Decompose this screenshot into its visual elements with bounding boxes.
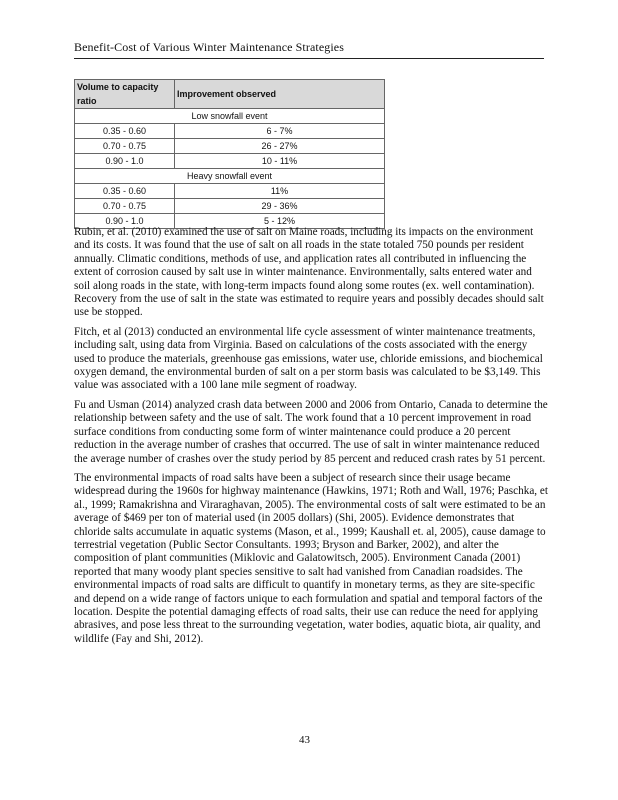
paragraph-rubin-2010: Rubin, et al. (2010) examined the use of salt on Maine roads, including its impacts on the environment and its costs. It was found that the use of salt on all roads in the state totaled 750 pounds per resident annually. Climatic conditions, methods of use, and application rates all contributed in influencing the extent of corrosion caused by salt use in winter maintenance. Environmentally, salts entered water and soil along roads in the state, with long-term impacts found along some routes (ex. well contamination). Recovery from the use of salt in the state was estimated to require years and possibly decades should salt use be stopped.	[74, 226, 544, 319]
section-label-heavy-snowfall: Heavy snowfall event	[75, 169, 385, 184]
table-section-row	[75, 169, 385, 184]
table-row	[75, 184, 385, 199]
improvement-cell: 26 - 27%	[175, 139, 385, 154]
volume-cell: 0.35 - 0.60	[75, 124, 175, 139]
page-number: 43	[299, 734, 310, 746]
volume-cell: 0.90 - 1.0	[75, 154, 175, 169]
paragraph-environmental-impacts: The environmental impacts of road salts have been a subject of research since their usage became widespread during the 1960s for highway maintenance (Hawkins, 1971; Roth and Wall, 1976; Paschka, et al., 1999; Ramakrishna and Viraraghavan, 2005). The environmental costs of salt were estimated to be an average of $469 per ton of material used (in 2005 dollars) (Shi, 2005). Evidence demonstrates that chloride salts accumulate in aquatic systems (Mason, et al., 1999; Kaushall et. al, 2005), cause damage to terrestrial vegetation (Public Sector Consultants. 1993; Bryson and Barker, 2002), and alter the composition of plant communities (Miklovic and Galatowitsch, 2005). Environment Canada (2001) reported that many woody plant species sensitive to salt had vanished from Canadian roadsides. The environmental impacts of road salts are difficult to quantify in monetary terms, as they are site-specific and depend on a wide range of factors unique to each formulation and spatial and temporal factors of the location. Despite the potential damaging effects of road salts, their use can reduce the need for applying abrasives, and pose less threat to the surrounding vegetation, water bodies, aquatic biota, air quality, and wildlife (Fay and Shi, 2012).	[74, 471, 548, 645]
paragraph-fu-usman-2014: Fu and Usman (2014) analyzed crash data between 2000 and 2006 from Ontario, Canada to determine the relationship between safety and the use of salt. The work found that a 10 percent improvement in road surface conditions from conducting some form of winter maintenance could produce a 20 percent reduction in the average number of crashes that occurred. The use of salt in winter maintenance reduced the average number of crashes over the study period by 85 percent and reduced crash rates by 51 percent.	[74, 398, 548, 465]
volume-cell: 0.35 - 0.60	[75, 184, 175, 199]
improvement-cell: 29 - 36%	[175, 199, 385, 214]
running-header: Benefit-Cost of Various Winter Maintenance Strategies	[74, 40, 344, 54]
header-divider	[74, 58, 544, 59]
column-header-volume: Volume to capacity ratio	[75, 80, 175, 109]
table-row	[75, 154, 385, 169]
table-section-row	[75, 109, 385, 124]
table-row	[75, 199, 385, 214]
volume-cell: 0.90 - 1.0	[75, 214, 175, 229]
body-text	[74, 226, 548, 652]
table-row	[75, 124, 385, 139]
paragraph-fitch-2013: Fitch, et al (2013) conducted an environmental life cycle assessment of winter maintenance treatments, including salt, using data from Virginia. Based on calculations of the costs associated with the energy used to produce the materials, greenhouse gas emissions, water use, chloride emissions, and biochemical oxygen demand, the environmental burden of salt on a per storm basis was calculated to be $3,149. This value was associated with a 100 lane mile segment of roadway.	[74, 325, 543, 392]
section-label-low-snowfall: Low snowfall event	[75, 109, 385, 124]
volume-cell: 0.70 - 0.75	[75, 199, 175, 214]
improvement-cell: 10 - 11%	[175, 154, 385, 169]
improvement-cell: 11%	[175, 184, 385, 199]
capacity-improvement-table	[74, 79, 385, 229]
improvement-cell: 5 - 12%	[175, 214, 385, 229]
volume-cell: 0.70 - 0.75	[75, 139, 175, 154]
improvement-cell: 6 - 7%	[175, 124, 385, 139]
column-header-improvement: Improvement observed	[175, 80, 385, 109]
table-header-row	[75, 80, 385, 109]
table-row	[75, 139, 385, 154]
